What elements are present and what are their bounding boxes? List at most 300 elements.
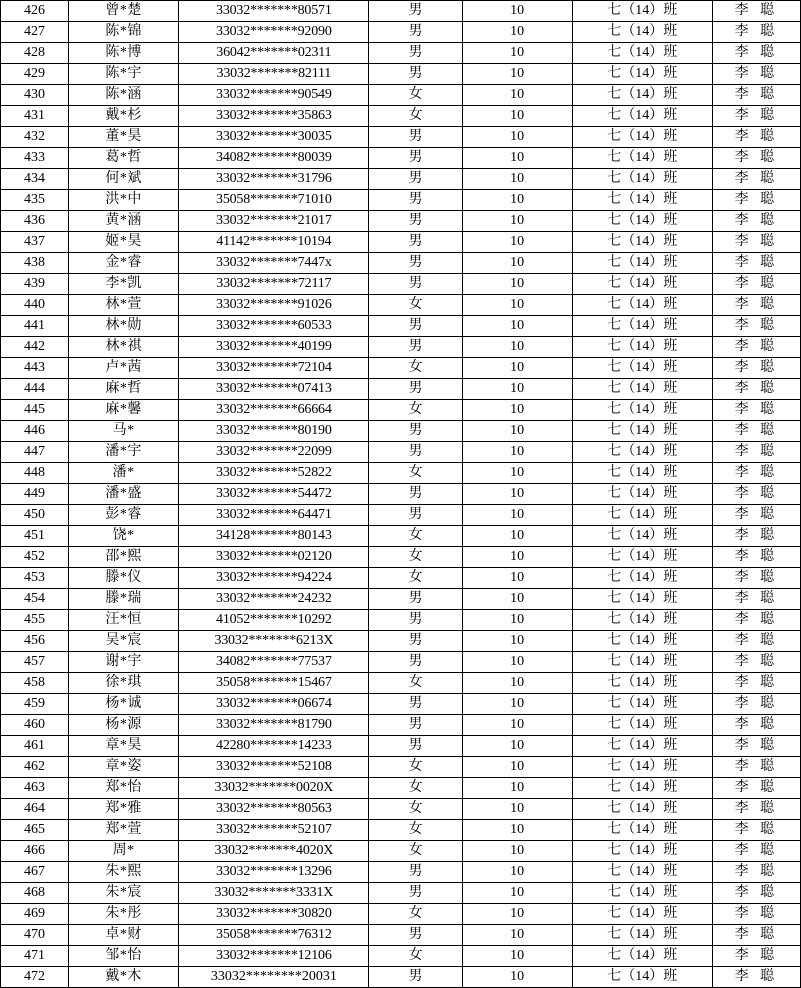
table-row [1,400,801,421]
cell-sex: 女 [369,526,462,547]
table-row [1,715,801,736]
cell-sequence: 465 [1,820,69,841]
cell-id-number: 33032*******80563 [179,799,369,820]
cell-sequence: 427 [1,22,69,43]
cell-sequence: 433 [1,148,69,169]
cell-grade: 10 [462,715,572,736]
table-row [1,463,801,484]
cell-class: 七（14）班 [572,631,712,652]
cell-sequence: 469 [1,904,69,925]
cell-id-number: 33032*******30035 [179,127,369,148]
table-row [1,778,801,799]
cell-grade: 10 [462,22,572,43]
cell-teacher: 李 聪 [712,652,800,673]
cell-student-name: 黄*涵 [69,211,179,232]
cell-grade: 10 [462,967,572,988]
cell-id-number: 33032*******92090 [179,22,369,43]
cell-sex: 女 [369,568,462,589]
cell-id-number: 33032*******52108 [179,757,369,778]
cell-sex: 男 [369,631,462,652]
table-row [1,610,801,631]
cell-student-name: 李*凯 [69,274,179,295]
cell-student-name: 陈*锦 [69,22,179,43]
cell-class: 七（14）班 [572,610,712,631]
table-row [1,295,801,316]
cell-id-number: 33032*******22099 [179,442,369,463]
table-row [1,484,801,505]
table-row [1,946,801,967]
cell-student-name: 章*姿 [69,757,179,778]
cell-sex: 女 [369,841,462,862]
cell-grade: 10 [462,904,572,925]
cell-id-number: 33032*******6213X [179,631,369,652]
table-row [1,127,801,148]
cell-teacher: 李 聪 [712,631,800,652]
cell-id-number: 33032*******13296 [179,862,369,883]
cell-id-number: 42280*******14233 [179,736,369,757]
cell-sex: 男 [369,337,462,358]
cell-sequence: 436 [1,211,69,232]
cell-sex: 男 [369,484,462,505]
cell-class: 七（14）班 [572,253,712,274]
cell-student-name: 杨*源 [69,715,179,736]
cell-class: 七（14）班 [572,841,712,862]
cell-sex: 男 [369,274,462,295]
cell-class: 七（14）班 [572,904,712,925]
cell-teacher: 李 聪 [712,925,800,946]
cell-class: 七（14）班 [572,589,712,610]
cell-grade: 10 [462,631,572,652]
cell-grade: 10 [462,85,572,106]
table-row [1,337,801,358]
cell-id-number: 33032*******35863 [179,106,369,127]
cell-id-number: 33032*******7447x [179,253,369,274]
cell-grade: 10 [462,43,572,64]
cell-sequence: 459 [1,694,69,715]
cell-sex: 男 [369,22,462,43]
table-row [1,652,801,673]
cell-sequence: 435 [1,190,69,211]
cell-class: 七（14）班 [572,820,712,841]
cell-id-number: 33032*******21017 [179,211,369,232]
cell-sequence: 471 [1,946,69,967]
cell-teacher: 李 聪 [712,526,800,547]
cell-teacher: 李 聪 [712,85,800,106]
cell-student-name: 周* [69,841,179,862]
cell-grade: 10 [462,253,572,274]
cell-class: 七（14）班 [572,883,712,904]
table-row [1,883,801,904]
cell-sequence: 441 [1,316,69,337]
cell-sequence: 457 [1,652,69,673]
cell-id-number: 33032*******06674 [179,694,369,715]
cell-student-name: 林*勋 [69,316,179,337]
cell-sequence: 449 [1,484,69,505]
cell-sex: 女 [369,547,462,568]
cell-teacher: 李 聪 [712,904,800,925]
cell-sex: 男 [369,610,462,631]
cell-grade: 10 [462,589,572,610]
cell-student-name: 卓*财 [69,925,179,946]
cell-grade: 10 [462,190,572,211]
cell-teacher: 李 聪 [712,358,800,379]
cell-id-number: 33032*******02120 [179,547,369,568]
cell-class: 七（14）班 [572,442,712,463]
cell-sequence: 456 [1,631,69,652]
cell-sequence: 442 [1,337,69,358]
cell-class: 七（14）班 [572,925,712,946]
table-row [1,358,801,379]
cell-sequence: 447 [1,442,69,463]
cell-sex: 男 [369,127,462,148]
cell-student-name: 何*斌 [69,169,179,190]
cell-sex: 男 [369,190,462,211]
cell-class: 七（14）班 [572,1,712,22]
cell-id-number: 33032*******90549 [179,85,369,106]
cell-class: 七（14）班 [572,85,712,106]
cell-grade: 10 [462,169,572,190]
cell-class: 七（14）班 [572,337,712,358]
cell-student-name: 陈*宇 [69,64,179,85]
cell-student-name: 曾*楚 [69,1,179,22]
cell-teacher: 李 聪 [712,106,800,127]
cell-sequence: 450 [1,505,69,526]
cell-id-number: 33032*******54472 [179,484,369,505]
cell-grade: 10 [462,274,572,295]
table-row [1,421,801,442]
cell-id-number: 33032*******52107 [179,820,369,841]
cell-teacher: 李 聪 [712,841,800,862]
cell-student-name: 潘* [69,463,179,484]
cell-class: 七（14）班 [572,946,712,967]
cell-class: 七（14）班 [572,232,712,253]
cell-class: 七（14）班 [572,967,712,988]
cell-sequence: 438 [1,253,69,274]
cell-student-name: 卢*茜 [69,358,179,379]
cell-sequence: 444 [1,379,69,400]
cell-grade: 10 [462,736,572,757]
cell-sequence: 432 [1,127,69,148]
cell-sequence: 455 [1,610,69,631]
table-row [1,589,801,610]
table-row [1,799,801,820]
cell-id-number: 33032*******81790 [179,715,369,736]
cell-teacher: 李 聪 [712,610,800,631]
cell-teacher: 李 聪 [712,22,800,43]
table-row [1,232,801,253]
cell-sex: 男 [369,652,462,673]
cell-sex: 女 [369,463,462,484]
cell-grade: 10 [462,694,572,715]
cell-class: 七（14）班 [572,799,712,820]
cell-teacher: 李 聪 [712,484,800,505]
cell-teacher: 李 聪 [712,736,800,757]
cell-teacher: 李 聪 [712,967,800,988]
cell-id-number: 33032*******60533 [179,316,369,337]
cell-student-name: 陈*博 [69,43,179,64]
cell-sex: 男 [369,715,462,736]
cell-class: 七（14）班 [572,526,712,547]
cell-grade: 10 [462,211,572,232]
cell-sequence: 461 [1,736,69,757]
cell-sequence: 451 [1,526,69,547]
cell-student-name: 马* [69,421,179,442]
cell-student-name: 章*昊 [69,736,179,757]
cell-grade: 10 [462,526,572,547]
table-row [1,631,801,652]
cell-teacher: 李 聪 [712,862,800,883]
table-row [1,1,801,22]
cell-sex: 男 [369,211,462,232]
cell-teacher: 李 聪 [712,799,800,820]
cell-grade: 10 [462,652,572,673]
table-row [1,169,801,190]
cell-grade: 10 [462,568,572,589]
cell-teacher: 李 聪 [712,421,800,442]
cell-student-name: 戴*木 [69,967,179,988]
cell-sequence: 448 [1,463,69,484]
cell-teacher: 李 聪 [712,673,800,694]
cell-student-name: 朱*熙 [69,862,179,883]
cell-grade: 10 [462,547,572,568]
cell-teacher: 李 聪 [712,169,800,190]
cell-id-number: 33032*******31796 [179,169,369,190]
cell-class: 七（14）班 [572,505,712,526]
cell-sequence: 428 [1,43,69,64]
cell-grade: 10 [462,379,572,400]
cell-class: 七（14）班 [572,673,712,694]
cell-class: 七（14）班 [572,106,712,127]
cell-student-name: 杨*诚 [69,694,179,715]
table-row [1,22,801,43]
cell-id-number: 41052*******10292 [179,610,369,631]
cell-sequence: 430 [1,85,69,106]
table-row [1,967,801,988]
cell-class: 七（14）班 [572,295,712,316]
cell-student-name: 林*祺 [69,337,179,358]
cell-class: 七（14）班 [572,484,712,505]
cell-teacher: 李 聪 [712,463,800,484]
cell-sex: 男 [369,736,462,757]
table-body [1,1,801,988]
cell-class: 七（14）班 [572,862,712,883]
cell-sex: 女 [369,757,462,778]
table-row [1,442,801,463]
cell-grade: 10 [462,421,572,442]
cell-student-name: 徐*琪 [69,673,179,694]
cell-grade: 10 [462,358,572,379]
table-row [1,694,801,715]
cell-sequence: 452 [1,547,69,568]
cell-student-name: 朱*彤 [69,904,179,925]
cell-teacher: 李 聪 [712,64,800,85]
cell-sequence: 440 [1,295,69,316]
cell-id-number: 33032*******0020X [179,778,369,799]
cell-grade: 10 [462,232,572,253]
cell-sequence: 439 [1,274,69,295]
cell-grade: 10 [462,1,572,22]
table-row [1,190,801,211]
cell-student-name: 彭*睿 [69,505,179,526]
cell-sex: 男 [369,253,462,274]
table-row [1,820,801,841]
cell-sex: 男 [369,967,462,988]
cell-sequence: 466 [1,841,69,862]
cell-student-name: 戴*杉 [69,106,179,127]
table-row [1,673,801,694]
cell-id-number: 33032*******30820 [179,904,369,925]
cell-student-name: 董*昊 [69,127,179,148]
table-row [1,316,801,337]
cell-sequence: 446 [1,421,69,442]
cell-class: 七（14）班 [572,400,712,421]
cell-sequence: 443 [1,358,69,379]
cell-sex: 女 [369,85,462,106]
cell-student-name: 葛*哲 [69,148,179,169]
cell-sequence: 468 [1,883,69,904]
cell-id-number: 33032*******94224 [179,568,369,589]
cell-teacher: 李 聪 [712,316,800,337]
cell-sex: 女 [369,358,462,379]
table-row [1,547,801,568]
cell-sex: 男 [369,694,462,715]
cell-student-name: 麻*哲 [69,379,179,400]
cell-id-number: 33032*******91026 [179,295,369,316]
cell-class: 七（14）班 [572,190,712,211]
cell-teacher: 李 聪 [712,295,800,316]
cell-grade: 10 [462,757,572,778]
cell-teacher: 李 聪 [712,757,800,778]
cell-id-number: 33032*******24232 [179,589,369,610]
table-row [1,211,801,232]
cell-class: 七（14）班 [572,421,712,442]
cell-student-name: 邹*怡 [69,946,179,967]
cell-sex: 女 [369,820,462,841]
cell-grade: 10 [462,673,572,694]
cell-sequence: 460 [1,715,69,736]
cell-id-number: 35058*******71010 [179,190,369,211]
cell-class: 七（14）班 [572,43,712,64]
cell-teacher: 李 聪 [712,253,800,274]
cell-grade: 10 [462,505,572,526]
cell-sequence: 445 [1,400,69,421]
cell-teacher: 李 聪 [712,694,800,715]
cell-teacher: 李 聪 [712,442,800,463]
cell-grade: 10 [462,463,572,484]
cell-grade: 10 [462,778,572,799]
cell-class: 七（14）班 [572,22,712,43]
cell-grade: 10 [462,106,572,127]
table-row [1,43,801,64]
cell-student-name: 邵*熙 [69,547,179,568]
cell-grade: 10 [462,841,572,862]
table-row [1,253,801,274]
cell-sex: 男 [369,64,462,85]
cell-sex: 女 [369,799,462,820]
cell-class: 七（14）班 [572,211,712,232]
cell-sex: 男 [369,232,462,253]
cell-teacher: 李 聪 [712,820,800,841]
cell-sex: 男 [369,148,462,169]
cell-teacher: 李 聪 [712,505,800,526]
cell-class: 七（14）班 [572,568,712,589]
cell-sequence: 472 [1,967,69,988]
cell-student-name: 饶* [69,526,179,547]
table-row [1,862,801,883]
cell-grade: 10 [462,400,572,421]
table-row [1,568,801,589]
table-row [1,526,801,547]
cell-sequence: 453 [1,568,69,589]
cell-student-name: 朱*宸 [69,883,179,904]
cell-sex: 女 [369,400,462,421]
cell-sex: 女 [369,904,462,925]
cell-sex: 男 [369,1,462,22]
cell-teacher: 李 聪 [712,43,800,64]
cell-teacher: 李 聪 [712,148,800,169]
cell-sex: 男 [369,925,462,946]
cell-sequence: 431 [1,106,69,127]
cell-class: 七（14）班 [572,127,712,148]
cell-sequence: 463 [1,778,69,799]
cell-grade: 10 [462,820,572,841]
cell-id-number: 33032*******12106 [179,946,369,967]
cell-id-number: 33032*******72117 [179,274,369,295]
cell-student-name: 洪*中 [69,190,179,211]
cell-grade: 10 [462,799,572,820]
cell-id-number: 33032*******52822 [179,463,369,484]
cell-class: 七（14）班 [572,379,712,400]
cell-sex: 男 [369,883,462,904]
cell-id-number: 33032*******07413 [179,379,369,400]
cell-sequence: 458 [1,673,69,694]
table-row [1,925,801,946]
cell-sex: 男 [369,505,462,526]
cell-grade: 10 [462,148,572,169]
table-row [1,379,801,400]
cell-class: 七（14）班 [572,736,712,757]
table-row [1,64,801,85]
table-row [1,274,801,295]
cell-class: 七（14）班 [572,148,712,169]
cell-class: 七（14）班 [572,463,712,484]
cell-teacher: 李 聪 [712,946,800,967]
cell-sequence: 437 [1,232,69,253]
cell-grade: 10 [462,862,572,883]
cell-student-name: 麻*馨 [69,400,179,421]
table-row [1,757,801,778]
cell-sex: 男 [369,379,462,400]
cell-id-number: 33032********20031 [179,967,369,988]
cell-sex: 女 [369,778,462,799]
cell-id-number: 33032*******80571 [179,1,369,22]
cell-class: 七（14）班 [572,694,712,715]
cell-student-name: 陈*涵 [69,85,179,106]
cell-student-name: 潘*盛 [69,484,179,505]
cell-id-number: 33032*******4020X [179,841,369,862]
cell-teacher: 李 聪 [712,190,800,211]
table-row [1,148,801,169]
cell-teacher: 李 聪 [712,337,800,358]
cell-sequence: 429 [1,64,69,85]
cell-student-name: 谢*宇 [69,652,179,673]
table-row [1,736,801,757]
cell-grade: 10 [462,883,572,904]
cell-id-number: 36042*******02311 [179,43,369,64]
cell-teacher: 李 聪 [712,778,800,799]
cell-id-number: 34082*******80039 [179,148,369,169]
cell-grade: 10 [462,337,572,358]
